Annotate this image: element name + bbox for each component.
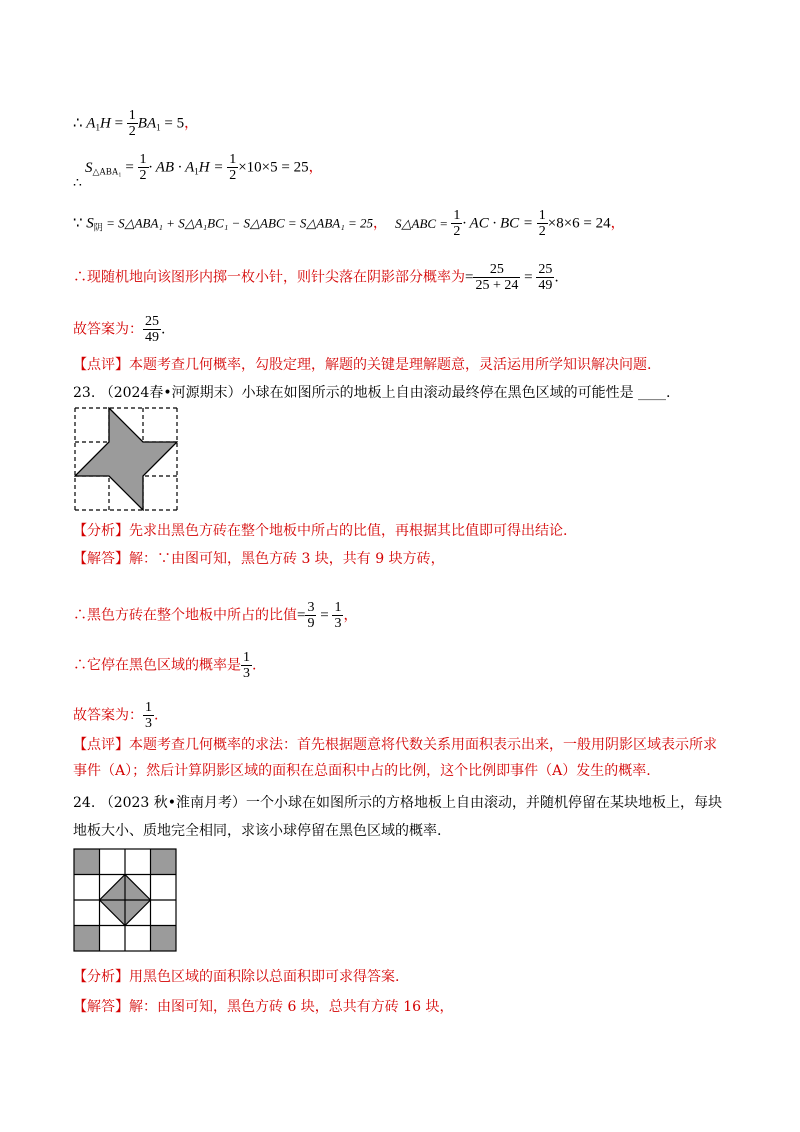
probability-line: ∴现随机地向该图形内掷一枚小针，则针尖落在阴影部分概率为= $\frac{25}{25 + 24}$ = $\frac{25}{49}$ . [73, 262, 559, 293]
fraction: $\frac{1}{2}$ [229, 152, 237, 183]
analysis-24: 【分析】用黑色区域的面积除以总面积即可求得答案. [73, 969, 400, 985]
fraction: $\frac{1}{3}$ [145, 700, 152, 731]
fraction: $\frac{25}{49}$ [145, 314, 159, 345]
figure-24-tile-grid [73, 848, 177, 952]
fraction: $\frac{25}{49}$ [538, 262, 553, 293]
fraction: $\frac{1}{3}$ [243, 650, 250, 681]
fraction: $\frac{1}{3}$ [334, 600, 342, 631]
formula-line-1: ∴ $A_1H$ = $\frac{1}{2}$ $BA_1 = 5$， [73, 108, 199, 139]
fraction: $\frac{25}{25 + 24}$ [475, 262, 519, 293]
therefore-symbol: ∴ [73, 115, 87, 132]
analysis-23: 【分析】先求出黑色方砖在整个地板中所占的比值，再根据其比值即可得出结论. [73, 523, 568, 539]
question-24-line2: 地板大小、质地完全相同，求该小球停留在黑色区域的概率. [73, 823, 442, 839]
question-23: 23. （2024春•河源期末）小球在如图所示的地板上自由滚动最终停在黑色区域的可能性是 ____. [73, 385, 671, 401]
solution-23: 【解答】解：∵由图可知，黑色方砖 3 块，共有 9 块方砖， [73, 551, 445, 567]
comment-23-line1: 【点评】本题考查几何概率的求法：首先根据题意将代数关系用面积表示出来，一般用阴影区域表示所求 [73, 737, 717, 753]
comment-line: 【点评】本题考查几何概率，勾股定理，解题的关键是理解题意，灵活运用所学知识解决问题. [73, 357, 652, 373]
therefore-symbol-2: ∴ [73, 175, 82, 191]
question-24-line1: 24. （2023 秋•淮南月考）一个小球在如图所示的方格地板上自由滚动，并随机停留在某块地板上，每块 [73, 795, 723, 811]
figure-23-star-grid [74, 407, 178, 511]
answer-line: 故答案为： $\frac{25}{49}$ . [73, 314, 166, 345]
shaded-star [75, 408, 177, 510]
fraction: $\frac{1}{2}$ [538, 208, 546, 239]
fraction: $\frac{1}{2}$ [453, 208, 461, 239]
fraction: $\frac{1}{2}$ [128, 108, 136, 139]
formula-line-2: $S_{\triangle ABA_1}$ = $\frac{1}{2}$ · AB · $A_1H$ = $\frac{1}{2}$ ×10×5 = 25， [85, 152, 323, 183]
formula-line-3: ∵ $S_阴$ = S△ABA₁ + S△A₁BC₁ − S△ABC = S△ABA₁ = 25， S△ABC = $\frac{1}{2}$ · AC · BC = $\frac{1}{2}$ ×8×6 = 24， [73, 208, 625, 239]
fraction: $\frac{1}{2}$ [139, 152, 147, 183]
ratio-23: ∴黑色方砖在整个地板中所占的比值= $\frac{3}{9}$ = $\frac{1}{3}$ ， [73, 600, 358, 631]
solution-24: 【解答】解：由图可知，黑色方砖 6 块，总共有方砖 16 块， [73, 999, 454, 1015]
probability-23: ∴它停在黑色区域的概率是 $\frac{1}{3}$ . [73, 650, 257, 681]
answer-23: 故答案为： $\frac{1}{3}$ . [73, 700, 159, 731]
fraction: $\frac{3}{9}$ [307, 600, 315, 631]
comment-23-line2: 事件（A）；然后计算阴影区域的面积在总面积中占的比例，这个比例即事件（A）发生的概率. [73, 763, 651, 779]
